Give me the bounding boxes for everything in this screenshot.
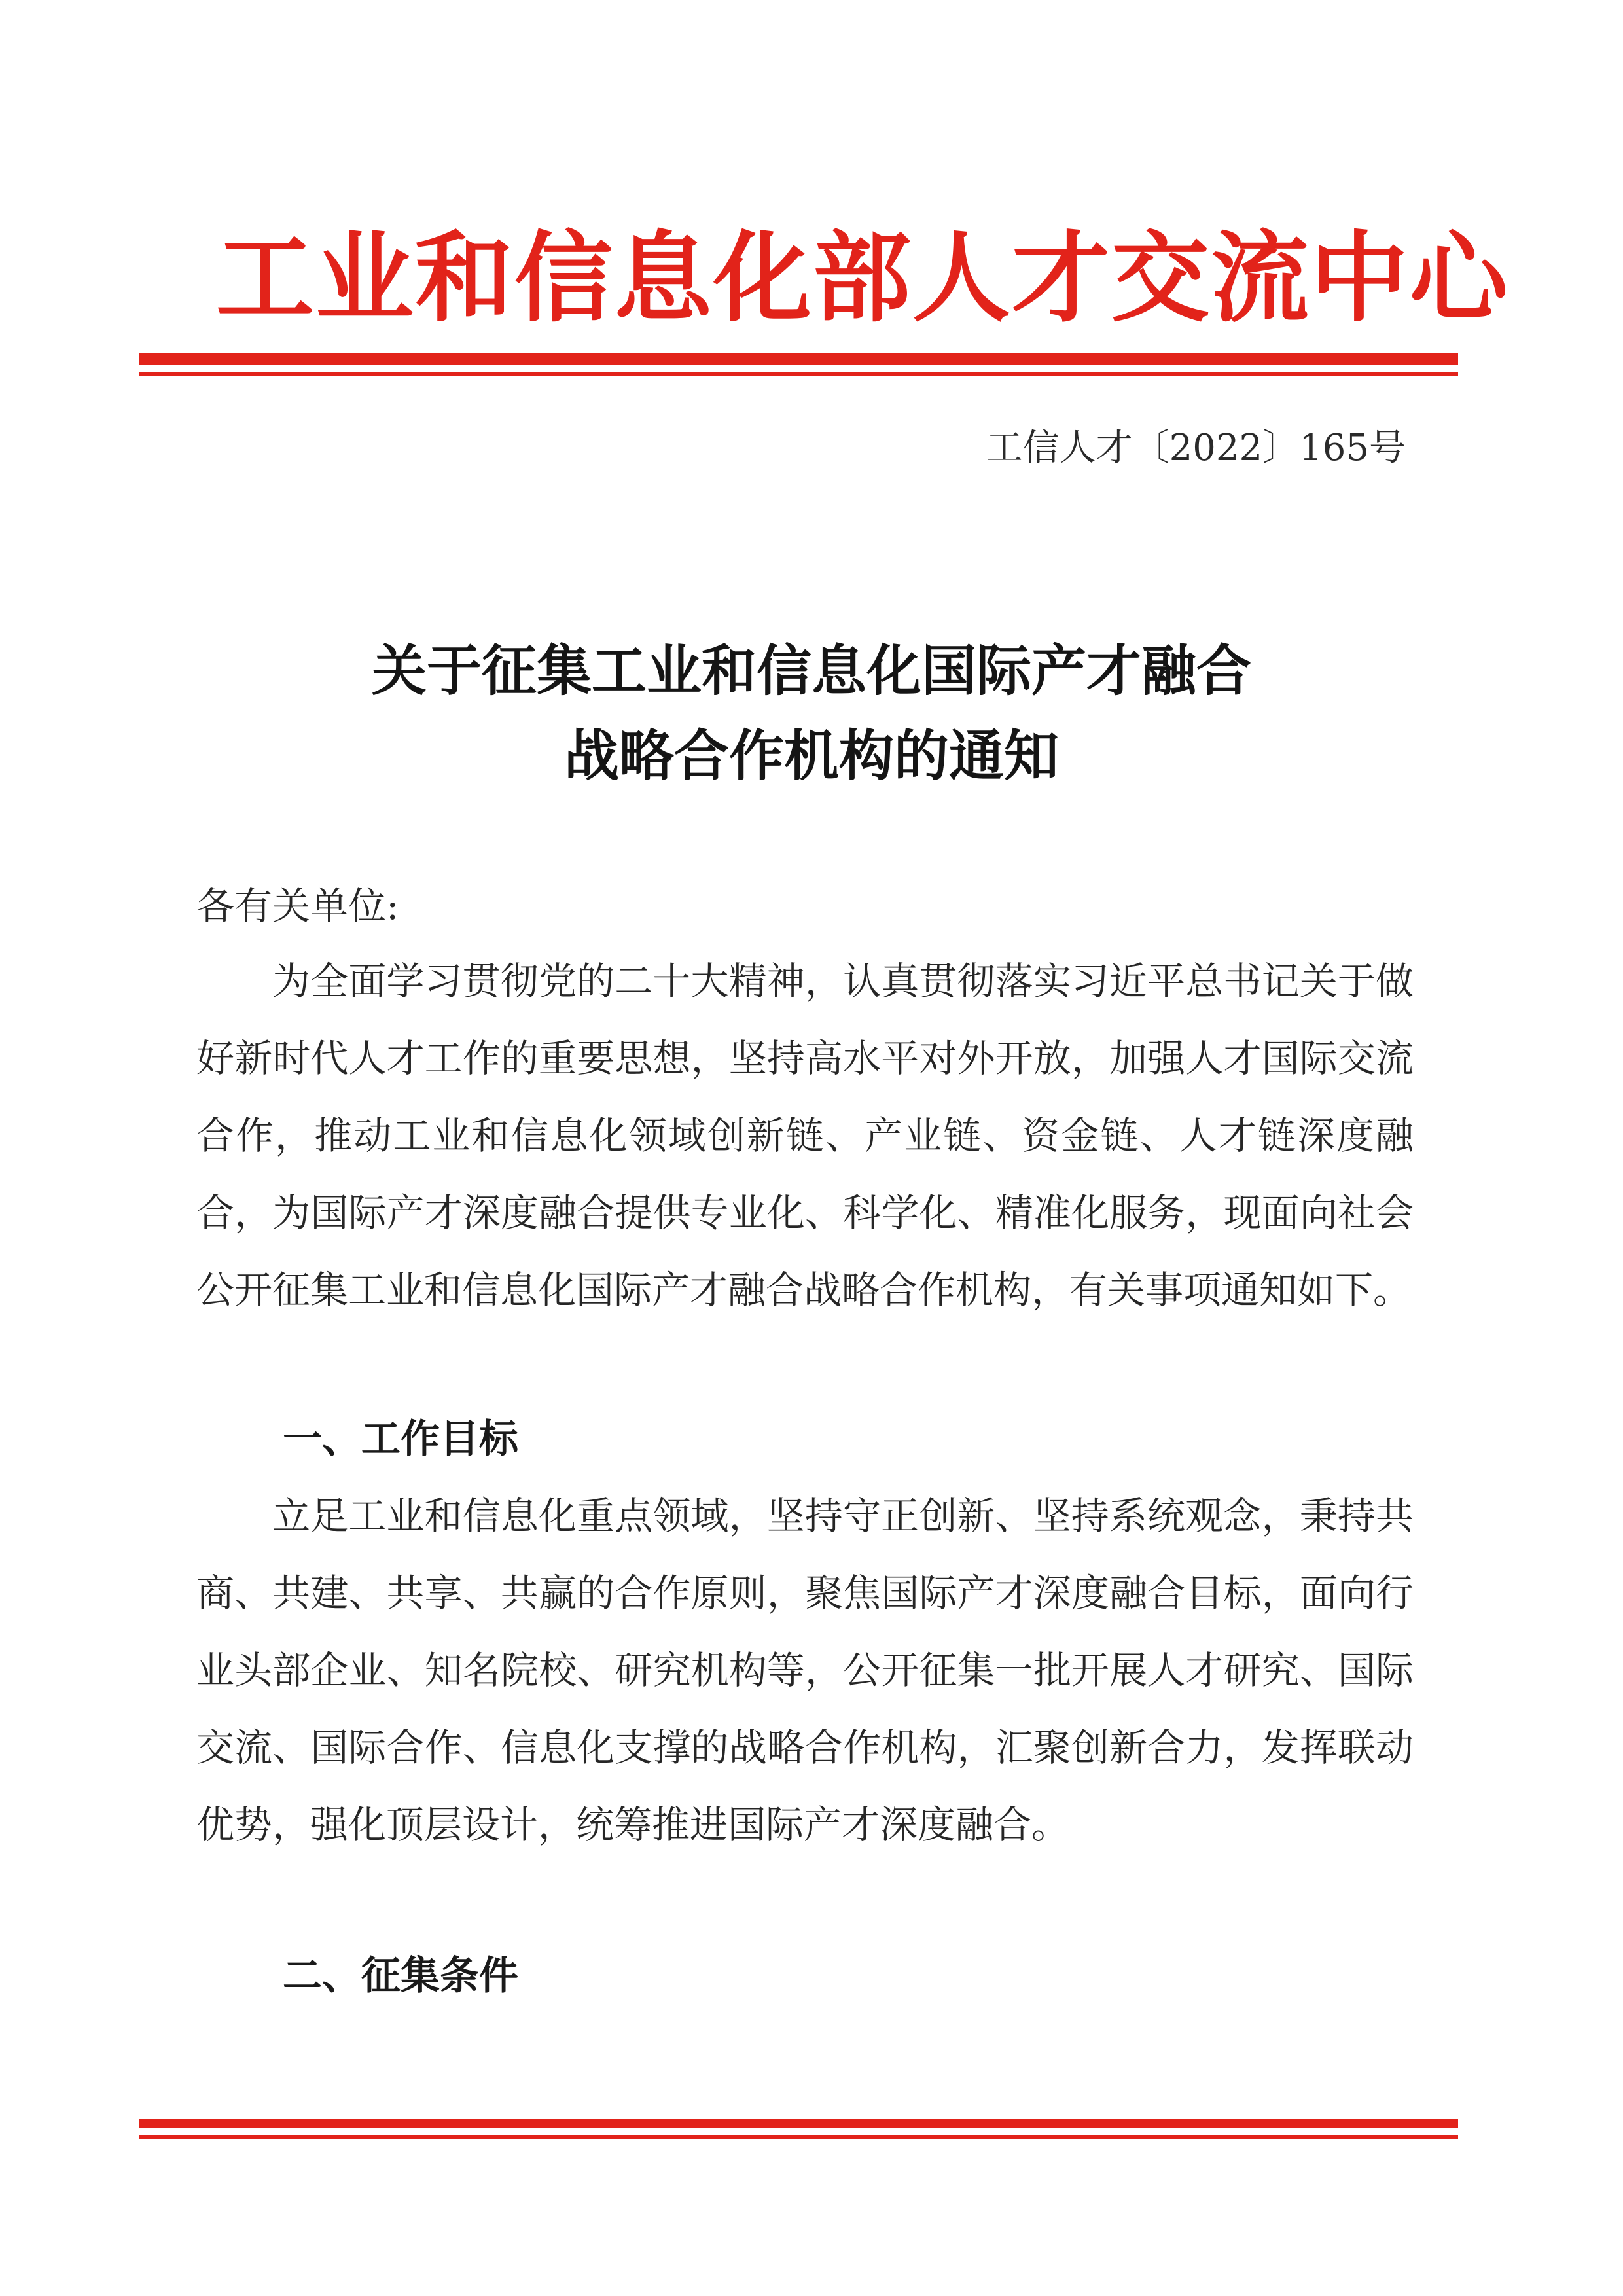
footer-red-rule-thin (139, 2135, 1458, 2139)
section-heading-conditions: 二、征集条件 (283, 1953, 518, 1999)
paragraph-introduction: 为全面学习贯彻党的二十大精神，认真贯彻落实习近平总书记关于做好新时代人才工作的重要思想，坚持高水平对外开放，加强人才国际交流合作，推动工业和信息化领域创新链、产业链、资金链、人才链深度融合，为国际产才深度融合提供专业化、科学化、精准化服务，现面向社会公开征集工业和信息化国际产才融合战略合作机构，有关事项通知如下。 (196, 959, 1414, 1312)
document-title-line-1: 关于征集工业和信息化国际产才融合 (371, 638, 1251, 703)
salutation: 各有关单位: (196, 884, 399, 928)
footer-red-rule-thick (139, 2119, 1458, 2128)
paragraph-work-goals: 立足工业和信息化重点领域，坚持守正创新、坚持系统观念，秉持共商、共建、共享、共赢的合作原则，聚焦国际产才深度融合目标，面向行业头部企业、知名院校、研究机构等，公开征集一批开展人才研究、国际交流、国际合作、信息化支撑的战略合作机构，汇聚创新合力，发挥联动优势，强化顶层设计，统筹推进国际产才深度融合。 (196, 1494, 1414, 1847)
header-red-rule-thick (139, 353, 1458, 365)
document-title-line-2: 战略合作机构的通知 (563, 723, 1059, 788)
document-number: 工信人才〔2022〕165号 (986, 427, 1406, 469)
header-red-rule-thin (139, 372, 1458, 376)
organization-header: 工业和信息化部人才交流中心 (216, 221, 1510, 336)
section-heading-work-goals: 一、工作目标 (283, 1416, 518, 1462)
